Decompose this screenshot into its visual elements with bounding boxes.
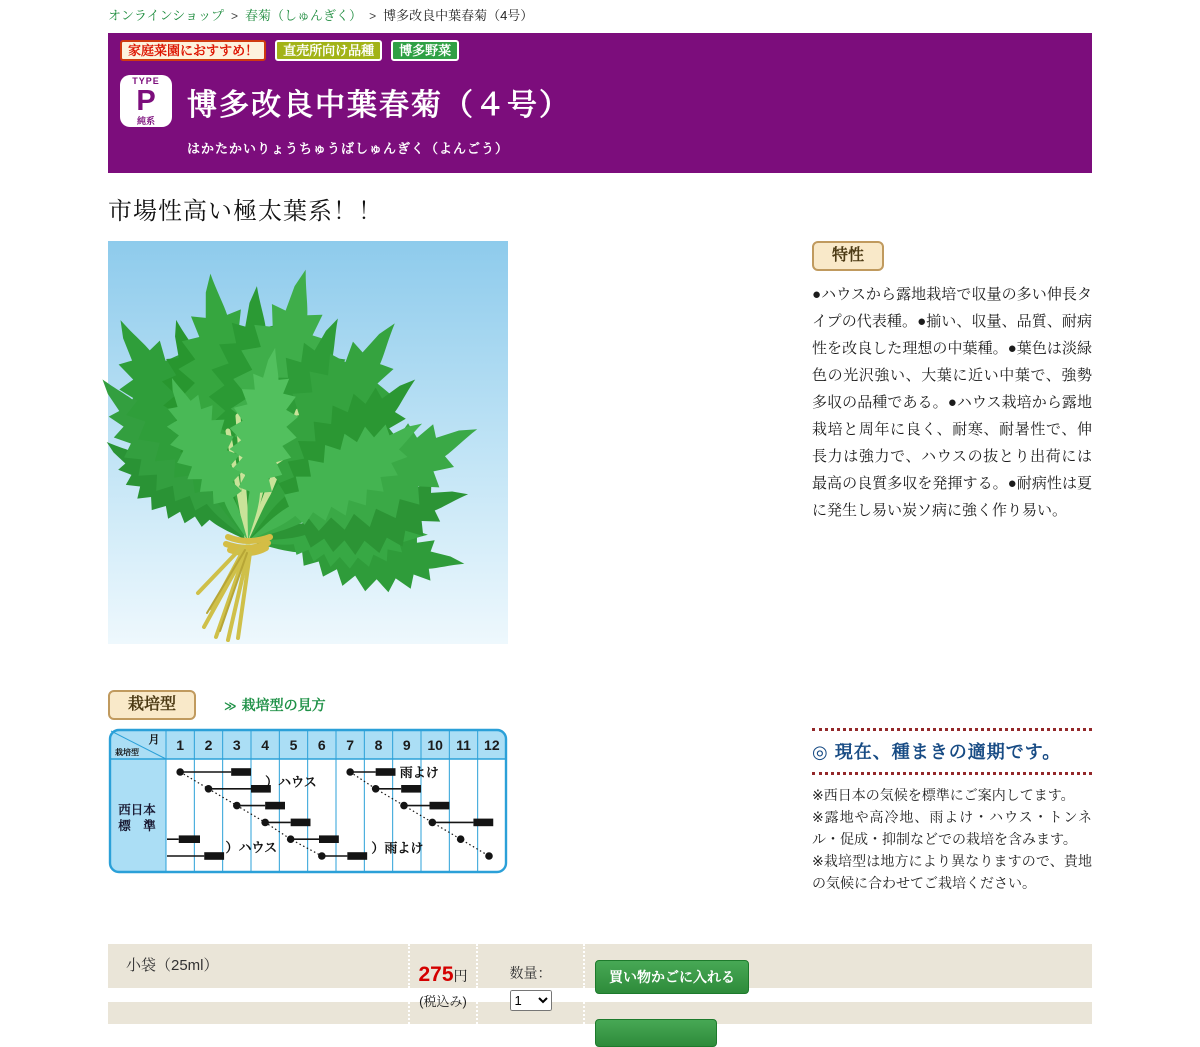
- purchase-section: [108, 944, 1092, 1024]
- breadcrumb-current: 博多改良中葉春菊（4号）: [383, 8, 534, 23]
- package-name-cell: [108, 1002, 410, 1024]
- note-line: ※栽培型は地方により異なりますので、貴地の気候に合わせてご栽培ください。: [812, 853, 1092, 891]
- svg-text:10: 10: [427, 737, 443, 753]
- svg-text:）雨よけ: ）雨よけ: [371, 840, 424, 856]
- price: [410, 963, 476, 987]
- price-cell: [410, 944, 478, 1009]
- breadcrumb-link-category[interactable]: 春菊（しゅんぎく）: [245, 8, 363, 23]
- type-icon-top-label: TYPE: [132, 75, 160, 86]
- price-unit: 円: [453, 968, 468, 984]
- product-furigana: はかたかいりょうちゅうばしゅんぎく（よんごう）: [187, 141, 510, 156]
- quantity-cell: [478, 1002, 585, 1024]
- cultivation-section: [108, 690, 1092, 894]
- svg-text:雨よけ: 雨よけ: [399, 765, 439, 781]
- cultivation-header: [108, 690, 508, 720]
- add-to-cart-button[interactable]: [595, 1019, 717, 1047]
- svg-text:栽培型: 栽培型: [115, 748, 139, 757]
- svg-text:9: 9: [402, 737, 411, 753]
- description-section: [108, 241, 1092, 644]
- svg-text:月: 月: [148, 734, 160, 746]
- tax-note: (税込み): [419, 994, 467, 1009]
- banner-main: [120, 75, 1080, 157]
- svg-text:8: 8: [374, 737, 383, 753]
- title-block: [187, 75, 571, 157]
- catch-copy: 市場性高い極太葉系！！: [108, 198, 383, 225]
- svg-text:6: 6: [317, 737, 326, 753]
- price-cell: [410, 1002, 478, 1024]
- svg-text:1: 1: [176, 737, 185, 753]
- note-line: ※露地や高冷地、雨よけ・ハウス・トンネル・促成・抑制などでの栽培を含みます。: [812, 809, 1092, 847]
- svg-text:西日本: 西日本: [118, 803, 156, 817]
- package-name: 小袋（25ml）: [126, 957, 219, 974]
- add-to-cart-button[interactable]: 買い物かごに入れる: [595, 960, 749, 994]
- type-icon-letter: P: [136, 84, 156, 117]
- badge-hakata-vegetable: 博多野菜: [391, 40, 459, 61]
- double-chevron-icon: ≫: [224, 699, 237, 713]
- cart-button-cell: [585, 1002, 1092, 1024]
- svg-text:）ハウス: ）ハウス: [225, 839, 278, 855]
- product-photo: [108, 241, 508, 644]
- sowing-notice-column: [812, 690, 1092, 894]
- breadcrumb-link-shop[interactable]: オンラインショップ: [108, 8, 225, 23]
- straw-tie: [226, 537, 270, 553]
- product-title: 博多改良中葉春菊（４号）: [187, 89, 571, 122]
- page: [108, 0, 1092, 1024]
- svg-text:7: 7: [346, 737, 355, 753]
- note-line: ※西日本の気候を標準にご案内してます。: [812, 787, 1075, 803]
- type-icon-bottom-label: 純系: [136, 115, 155, 126]
- price-amount: 275: [418, 963, 454, 986]
- breadcrumb: [108, 0, 1092, 24]
- svg-text:）ハウス: ）ハウス: [265, 774, 317, 790]
- sowing-notes: [812, 784, 1092, 894]
- badge-farm-stand: 直売所向け品種: [275, 40, 382, 61]
- purchase-row: [108, 944, 1092, 1009]
- cultivation-calendar-chart: [108, 728, 508, 874]
- cultivation-type-heading: 栽培型: [108, 690, 196, 720]
- characteristics-heading: 特性: [812, 241, 884, 271]
- svg-text:11: 11: [456, 737, 471, 753]
- svg-text:3: 3: [232, 737, 241, 753]
- svg-text:4: 4: [261, 737, 270, 753]
- breadcrumb-separator: >: [231, 9, 239, 23]
- svg-text:標 準: 標 準: [118, 819, 156, 833]
- svg-text:5: 5: [289, 737, 298, 753]
- package-name-cell: [108, 944, 410, 988]
- characteristics-column: [812, 241, 1092, 644]
- quantity-label: 数量：: [509, 965, 552, 981]
- characteristics-text: ●ハウスから露地栽培で収量の多い伸長タイプの代表種。●揃い、収量、品質、耐病性を改良した理想の中葉種。●葉色は淡緑色の光沢強い、大葉に近い中葉で、強勢多収の品種である。●ハウス栽培から露地栽培と周年に良く、耐寒、耐暑性で、伸長力は強力で、ハウスの抜とり出荷には最高の良質多収を発揮する。●耐病性は夏に発生し易い炭ソ病に強く作り易い。: [812, 286, 1092, 519]
- cultivation-left-column: [108, 690, 508, 894]
- purchase-row-partial: [108, 1002, 1092, 1024]
- svg-text:12: 12: [484, 737, 500, 753]
- cart-button-cell: [585, 944, 1092, 988]
- badge-home-garden: 家庭菜園におすすめ！: [120, 40, 266, 61]
- sowing-season-notice: ◎ 現在、種まきの適期です。: [812, 728, 1092, 775]
- seed-type-icon: [120, 75, 172, 127]
- quantity-cell: [478, 944, 585, 988]
- cultivation-guide-link[interactable]: ≫ 栽培型の見方: [224, 697, 326, 713]
- svg-text:2: 2: [204, 737, 213, 753]
- breadcrumb-separator: >: [369, 9, 377, 23]
- badge-row: [120, 40, 1080, 61]
- product-header-banner: [108, 33, 1092, 173]
